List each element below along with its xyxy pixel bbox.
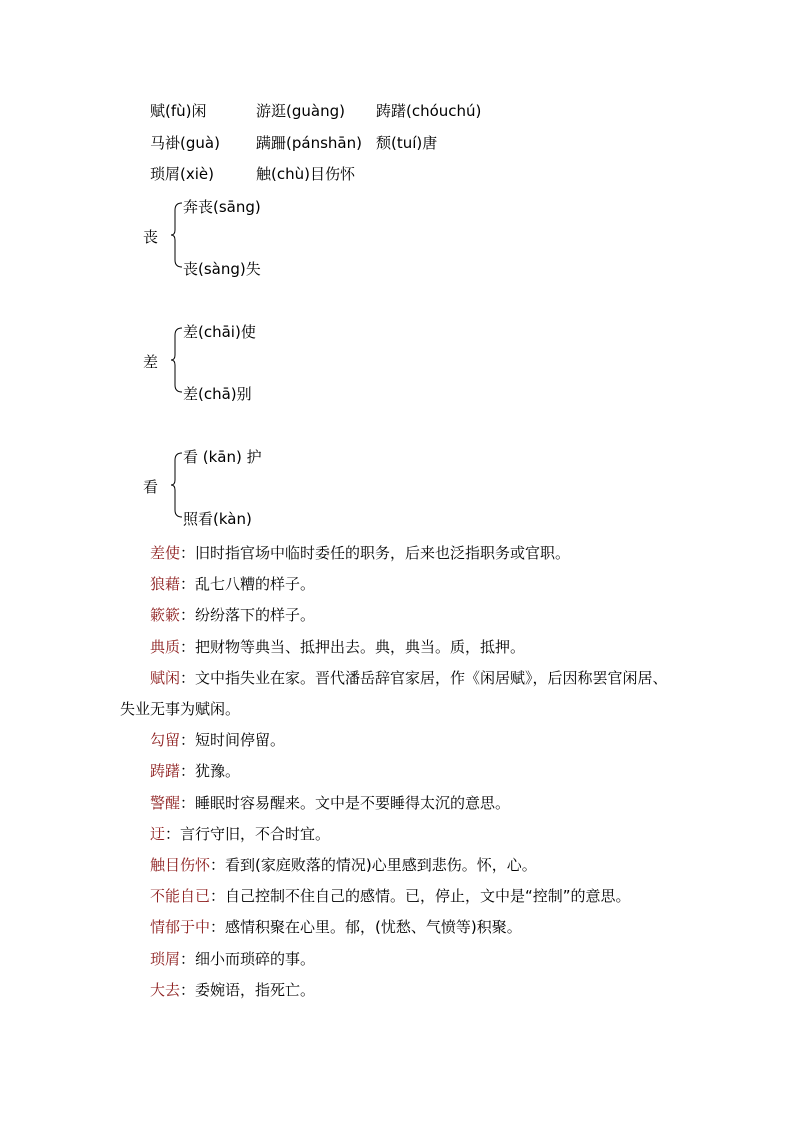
definition-text: ：乱七八糟的样子。 xyxy=(180,575,316,594)
definition-text: ：文中指失业在家。晋代潘岳辞官家居，作《闲居赋》，后因称罢官闲居、失业无事为赋闲。 xyxy=(120,668,668,719)
brace-icon xyxy=(170,452,184,518)
polyphone-char: 丧 xyxy=(143,228,159,246)
definition-item xyxy=(120,912,680,943)
polyphone-group xyxy=(0,446,794,536)
definition-text: ：感情积聚在心里。郁，(忧愁、气愤等)积聚。 xyxy=(210,918,522,937)
polyphone-reading: 差(chā)别 xyxy=(183,385,252,403)
definition-text: ：犹豫。 xyxy=(180,762,241,781)
polyphone-reading: 奔丧(sāng) xyxy=(183,198,261,216)
definition-item xyxy=(120,881,680,912)
definition-text: ：看到(家庭败落的情况)心里感到悲伤。怀，心。 xyxy=(210,856,537,875)
definition-term: 琐屑 xyxy=(150,949,181,968)
definition-text: ：把财物等典当、抵押出去。典，典当。质，抵押。 xyxy=(180,637,526,656)
brace-icon xyxy=(170,327,184,393)
brace-icon xyxy=(170,202,184,268)
definition-term: 迂 xyxy=(150,824,166,843)
polyphone-reading: 差(chāi)使 xyxy=(183,323,256,341)
definition-text: ：短时间停留。 xyxy=(180,731,286,750)
definition-text: ：纷纷落下的样子。 xyxy=(180,606,316,625)
definition-text: ：言行守旧，不合时宜。 xyxy=(165,824,331,843)
pinyin-entry: 马褂(guà) xyxy=(150,134,220,152)
polyphone-char: 差 xyxy=(143,353,159,371)
definition-text: ：睡眠时容易醒来。文中是不要睡得太沉的意思。 xyxy=(180,793,511,812)
definitions-list xyxy=(120,538,680,1006)
polyphone-char: 看 xyxy=(143,478,159,496)
pinyin-entry: 赋(fù)闲 xyxy=(150,102,207,120)
definition-item xyxy=(120,663,680,725)
definition-term: 踌躇 xyxy=(150,762,181,781)
pinyin-entry: 颓(tuí)唐 xyxy=(376,134,438,152)
pinyin-entry: 蹒跚(pánshān) xyxy=(256,134,362,152)
polyphone-reading: 照看(kàn) xyxy=(183,510,252,528)
definition-item xyxy=(120,569,680,600)
definition-item xyxy=(120,944,680,975)
polyphone-group xyxy=(0,196,794,286)
pinyin-entry: 琐屑(xiè) xyxy=(150,165,214,183)
definition-term: 警醒 xyxy=(150,793,181,812)
pinyin-entry: 踌躇(chóuchú) xyxy=(376,102,482,120)
definition-item xyxy=(120,850,680,881)
definition-term: 簌簌 xyxy=(150,606,181,625)
definition-item xyxy=(120,632,680,663)
definition-text: ：细小而琐碎的事。 xyxy=(180,949,316,968)
pinyin-entry: 触(chù)目伤怀 xyxy=(256,165,355,183)
definition-term: 差使 xyxy=(150,544,181,562)
definition-term: 触目伤怀 xyxy=(150,856,211,875)
definition-term: 典质 xyxy=(150,637,181,656)
definition-text: ：旧时指官场中临时委任的职务，后来也泛指职务或官职。 xyxy=(180,544,571,562)
definition-item xyxy=(120,538,680,569)
definition-term: 不能自已 xyxy=(150,887,211,906)
definition-term: 赋闲 xyxy=(150,668,181,687)
polyphone-reading: 丧(sàng)失 xyxy=(183,260,261,278)
polyphone-reading: 看 (kān) 护 xyxy=(183,448,262,466)
definition-text: ：自己控制不住自己的感情。已，停止，文中是“控制”的意思。 xyxy=(210,887,631,906)
definition-term: 大去 xyxy=(150,980,181,999)
definition-item xyxy=(120,600,680,631)
definition-item xyxy=(120,975,680,1006)
definition-term: 狼藉 xyxy=(150,575,181,594)
definition-item xyxy=(120,819,680,850)
definition-item xyxy=(120,725,680,756)
definition-term: 勾留 xyxy=(150,731,181,750)
pinyin-entry: 游逛(guàng) xyxy=(256,102,345,120)
definition-text: ：委婉语，指死亡。 xyxy=(180,980,316,999)
definition-item xyxy=(120,788,680,819)
definition-term: 情郁于中 xyxy=(150,918,211,937)
definition-item xyxy=(120,756,680,787)
polyphone-group xyxy=(0,321,794,411)
